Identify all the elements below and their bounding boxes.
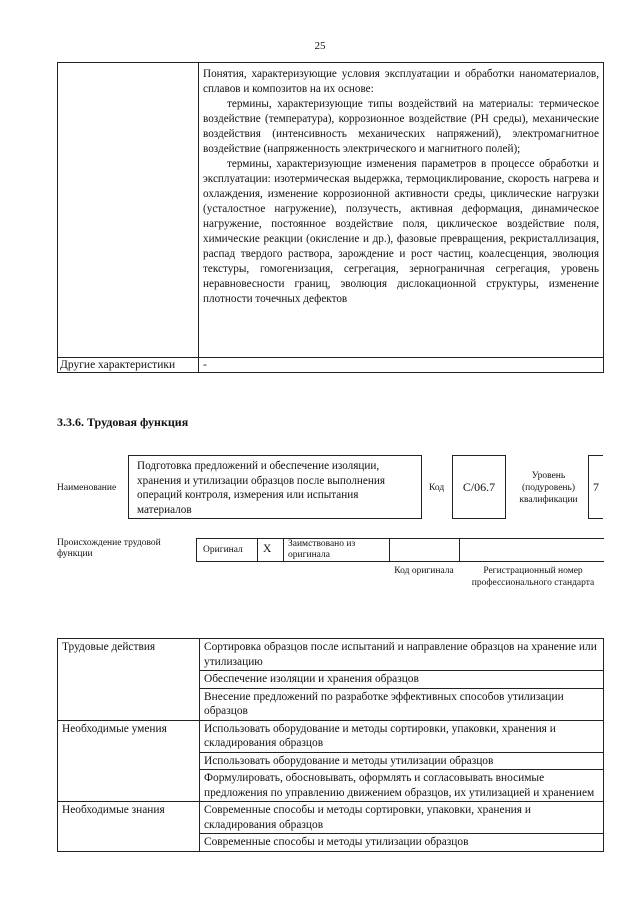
function-name: Подготовка предложений и обеспечение изоляции, хранения и утилизации образцов после выполнения операций контроля, измерения или испытания материалов xyxy=(128,455,422,519)
code-original-cell xyxy=(389,539,460,561)
table-divider xyxy=(198,63,199,372)
paragraph: Понятия, характеризующие условия эксплуатации и обработки наноматериалов, сплавов и композитов на их основе: xyxy=(203,68,599,95)
row-item: Современные способы и методы утилизации образцов xyxy=(200,834,604,852)
borrowed-label: Заимствовано из оригинала xyxy=(288,539,356,560)
row-item: Использовать оборудование и методы сортировки, упаковки, хранения и складирования образцов xyxy=(200,720,604,752)
name-label: Наименование xyxy=(57,483,117,493)
row-item: Современные способы и методы сортировки, упаковки, хранения и складирования образцов xyxy=(200,802,604,834)
origin-label: Происхождение трудовой функции xyxy=(57,538,161,559)
row-label: Необходимые знания xyxy=(58,802,200,852)
table-divider xyxy=(58,357,603,358)
characteristics-table xyxy=(57,62,604,373)
row-item: Использовать оборудование и методы утилизации образцов xyxy=(200,752,604,770)
code-label: Код xyxy=(429,483,445,493)
paragraph: термины, характеризующие изменения параметров в процессе обработки и эксплуатации: изотермическая выдержка, термоциклирование, скорость нагрева и охлаждения, изменение коррозионной активности среды, циклические нагрузки (усталостное нагружение), ползучесть, активная деформация, динамическое нагружение, постоянное воздействие поля, циклическое воздействие поля, химические реакции (окисление и др.), фазовые превращения, рекристаллизация, распад твердого раствора, зарождение и рост частиц, коалесценция, эволюция текстуры, гомогенизация, сегрегация, зернограничная сегрегация, уровень неравновесности границ, эволюция дислокационной структуры, изменение плотности точечных дефектов xyxy=(203,158,599,305)
section-title: 3.3.6. Трудовая функция xyxy=(57,415,189,429)
conditions-description xyxy=(203,67,599,307)
other-characteristics-label: Другие характеристики xyxy=(60,359,176,371)
qualification-level-label: Уровень (подуровень) квалификации xyxy=(519,471,578,505)
table-row xyxy=(58,720,604,752)
row-item: Внесение предложений по разработке эффективных способов утилизации образцов xyxy=(200,688,604,720)
row-item: Обеспечение изоляции и хранения образцов xyxy=(200,671,604,689)
row-label: Трудовые действия xyxy=(58,639,200,721)
qualification-level: 7 xyxy=(588,455,603,519)
page-number: 25 xyxy=(314,40,326,52)
original-mark: X xyxy=(263,543,272,555)
paragraph: термины, характеризующие типы воздействий на материалы: термическое воздействие (температура), коррозионное воздействие (РН среды), механические воздействия (интенсивность механических напряжений), электромагнитное воздействие (напряженность электрического и магнитного полей); xyxy=(203,98,599,155)
origin-row xyxy=(196,538,604,562)
labor-function-table xyxy=(57,638,604,852)
row-item: Формулировать, обосновывать, оформлять и согласовывать вносимые предложения по управлению движением образцов, их утилизацией и хранением xyxy=(200,770,604,802)
row-label: Необходимые умения xyxy=(58,720,200,802)
row-item: Сортировка образцов после испытаний и направление образцов на хранение или утилизацию xyxy=(200,639,604,671)
reg-number-label: Регистрационный номер профессионального стандарта xyxy=(471,566,595,588)
code-original-label: Код оригинала xyxy=(394,566,454,576)
table-row xyxy=(58,802,604,834)
function-code: C/06.7 xyxy=(452,455,506,519)
table-row xyxy=(58,639,604,671)
original-label: Оригинал xyxy=(203,545,243,555)
other-characteristics-value: - xyxy=(203,359,207,371)
